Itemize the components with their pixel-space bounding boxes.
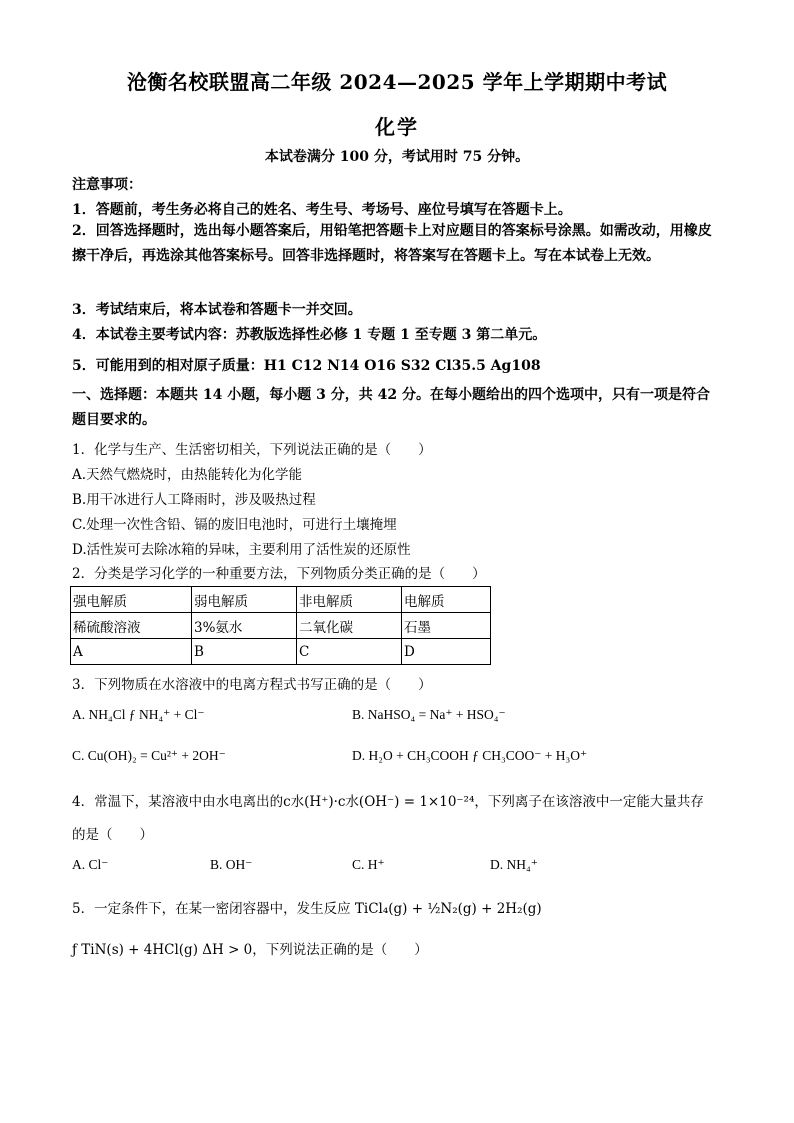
q5-stem-cont: ƒ TiN(s) + 4HCl(g) ΔH > 0，下列说法正确的是（ ）: [72, 942, 428, 958]
q1-option-a: A.天然气燃烧时，由热能转化为化学能: [72, 467, 303, 483]
table-cell: 电解质: [402, 587, 491, 613]
table-cell: 非电解质: [297, 587, 402, 613]
table-cell: 稀硫酸溶液: [71, 613, 192, 639]
table-cell: D: [402, 639, 491, 665]
notice-item-2: 2．回答选择题时，选出每小题答案后，用铅笔把答题卡上对应题目的答案标号涂黑。如需改动，用橡皮擦干净后，再选涂其他答案标号。回答非选择题时，将答案写在答题卡上。写在本试卷上无效。: [72, 223, 712, 264]
table-cell: 强电解质: [71, 587, 192, 613]
q1-option-d: D.活性炭可去除冰箱的异味，主要利用了活性炭的还原性: [72, 542, 411, 558]
q3-option-a: A. NH₄Cl ƒ NH₄⁺ + Cl⁻: [72, 707, 205, 722]
table-cell: 3%氨水: [192, 613, 297, 639]
q4-stem-cont: 的是（ ）: [72, 827, 153, 843]
q1-stem: 1．化学与生产、生活密切相关，下列说法正确的是（ ）: [72, 442, 432, 458]
exam-title: 沧衡名校联盟高二年级 2024—2025 学年上学期期中考试: [126, 70, 668, 94]
notice-item-4: 4．本试卷主要考试内容：苏教版选择性必修 1 专题 1 至专题 3 第二单元。: [72, 327, 547, 343]
table-row: [71, 587, 491, 613]
q2-stem: 2．分类是学习化学的一种重要方法，下列物质分类正确的是（ ）: [72, 566, 486, 582]
score-line: 本试卷满分 100 分，考试用时 75 分钟。: [264, 149, 530, 165]
notice-item-1: 1．答题前，考生务必将自己的姓名、考生号、考场号、座位号填写在答题卡上。: [72, 202, 572, 218]
section-heading: 一、选择题：本题共 14 小题，每小题 3 分，共 42 分。在每小题给出的四个选项中，只有一项是符合题目要求的。: [72, 387, 710, 428]
q4-option-a: A. Cl⁻: [72, 857, 109, 872]
q3-option-b: B. NaHSO₄ = Na⁺ + HSO₄⁻: [352, 707, 506, 722]
table-row: [71, 639, 491, 665]
table-cell: A: [71, 639, 192, 665]
q1-option-c: C.处理一次性含铅、镉的废旧电池时，可进行土壤掩埋: [72, 517, 397, 533]
q5-stem: 5．一定条件下，在某一密闭容器中，发生反应 TiCl₄(g) + ½N₂(g) + 2H₂(g): [72, 901, 542, 917]
table-cell: 二氧化碳: [297, 613, 402, 639]
q3-option-c: C. Cu(OH)₂ = Cu²⁺ + 2OH⁻: [72, 748, 226, 763]
table-cell: 石墨: [402, 613, 491, 639]
notice-item-5: 5．可能用到的相对原子质量：H1 C12 N14 O16 S32 Cl35.5 Ag108: [72, 358, 541, 374]
notice-item-3: 3．考试结束后，将本试卷和答题卡一并交回。: [72, 302, 362, 318]
classification-table: [70, 586, 491, 665]
q3-stem: 3．下列物质在水溶液中的电离方程式书写正确的是（ ）: [72, 677, 432, 693]
table-cell: C: [297, 639, 402, 665]
q4-stem: 4．常温下，某溶液中由水电离出的c水(H⁺)·c水(OH⁻) = 1×10⁻²⁴，下列离子在该溶液中一定能大量共存: [72, 794, 704, 810]
q4-option-c: C. H⁺: [352, 857, 385, 872]
q4-option-b: B. OH⁻: [210, 857, 253, 872]
table-row: [71, 613, 491, 639]
subject-title: 化学: [375, 115, 419, 139]
notice-heading: 注意事项：: [72, 177, 142, 193]
table-cell: B: [192, 639, 297, 665]
q4-option-d: D. NH₄⁺: [490, 857, 538, 872]
q1-option-b: B.用干冰进行人工降雨时，涉及吸热过程: [72, 492, 316, 508]
table-cell: 弱电解质: [192, 587, 297, 613]
q3-option-d: D. H₂O + CH₃COOH ƒ CH₃COO⁻ + H₃O⁺: [352, 748, 588, 763]
